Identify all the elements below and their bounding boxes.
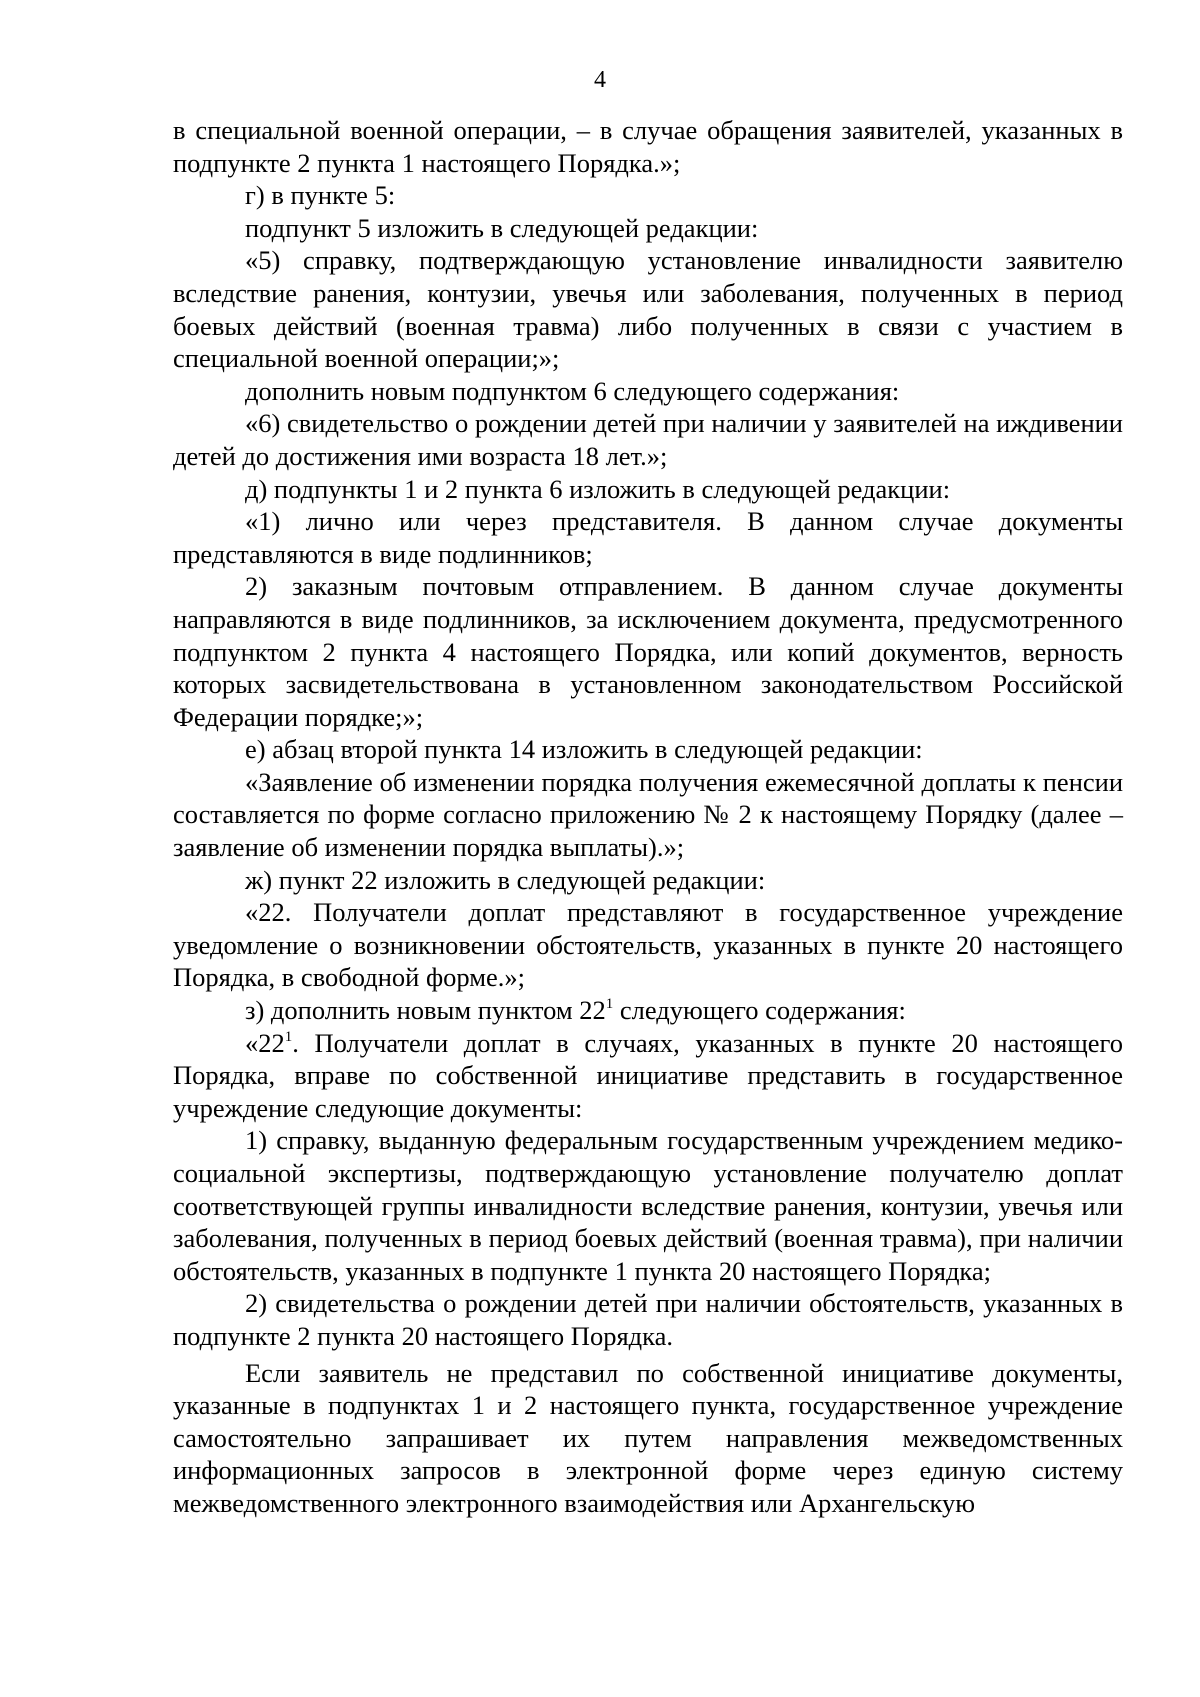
paragraph-quote-22-1 [173,1027,1123,1125]
page-number: 4 [594,67,606,93]
paragraph-instruction: дополнить новым подпунктом 6 следующего содержания: [245,375,900,406]
paragraph-instruction: подпункт 5 изложить в следующей редакции: [245,212,759,243]
paragraph-subitem-1: 1) справку, выданную федеральным государственным учреждением медико-социальной экспертизы, подтверждающую установление получателю доплат соответствующей группы инвалидности вследствие ранения, контузии, увечья или заболевания, полученных в период боевых действий (военная травма), при наличии обстоятельств, указанных в подпункте 1 пункта 20 настоящего Порядка; [173,1125,1123,1286]
text-after: следующего содержания: [613,995,906,1026]
paragraph-item-g: г) в пункте 5: [245,180,396,211]
text-before: з) дополнить новым пунктом 22 [245,995,606,1026]
paragraph-continuation: в специальной военной операции, – в случае обращения заявителей, указанных в подпункте 2 пункта 1 настоящего Порядка.»; [173,115,1123,178]
paragraph-subitem-6: «6) свидетельство о рождении детей при наличии у заявителей на иждивении детей до достижения ими возраста 18 лет.»; [173,408,1123,471]
superscript: 1 [605,996,614,1013]
paragraph-item-d: д) подпункты 1 и 2 пункта 6 изложить в следующей редакции: [245,473,951,504]
paragraph-item-z [173,994,1123,1027]
paragraph-subitem-5: «5) справку, подтверждающую установление инвалидности заявителю вследствие ранения, контузии, увечья или заболевания, полученных в период боевых действий (военная травма) либо полученных в связи с участием в специальной военной операции;»; [173,245,1123,374]
paragraph-subitem-2: 2) свидетельства о рождении детей при наличии обстоятельств, указанных в подпункте 2 пункта 20 настоящего Порядка. [173,1288,1123,1351]
text-before: «22 [245,1027,285,1058]
superscript: 1 [284,1028,293,1045]
paragraph-item-zh: ж) пункт 22 изложить в следующей редакции: [245,864,766,895]
document-body [173,114,1123,1520]
paragraph-item-e: е) абзац второй пункта 14 изложить в следующей редакции: [245,734,923,765]
paragraph-quote-application: «Заявление об изменении порядка получения ежемесячной доплаты к пенсии составляется по форме согласно приложению № 2 к настоящему Порядку (далее – заявление об изменении порядка выплаты).»; [173,766,1123,863]
paragraph-subitem-1: «1) лично или через представителя. В данном случае документы представляются в виде подлинников; [173,506,1123,569]
paragraph-subitem-2: 2) заказным почтовым отправлением. В данном случае документы направляются в виде подлинников, за исключением документа, предусмотренного подпунктом 2 пункта 4 настоящего Порядка, или копий документов, верность которых засвидетельствована в установленном законодательством Российской Федерации порядке;»; [173,571,1123,732]
paragraph-final: Если заявитель не представил по собственной инициативе документы, указанные в подпунктах 1 и 2 настоящего пункта, государственное учреждение самостоятельно запрашивает их путем направления межведомственных информационных запросов в электронной форме через единую систему межведомственного электронного взаимодействия или Архангельскую [173,1357,1123,1518]
text-after: . Получатели доплат в случаях, указанных в пункте 20 настоящего Порядка, вправе по собственной инициативе представить в государственное учреждение следующие документы: [173,1027,1123,1123]
paragraph-quote-22: «22. Получатели доплат представляют в государственное учреждение уведомление о возникновении обстоятельств, указанных в пункте 20 настоящего Порядка, в свободной форме.»; [173,897,1123,993]
